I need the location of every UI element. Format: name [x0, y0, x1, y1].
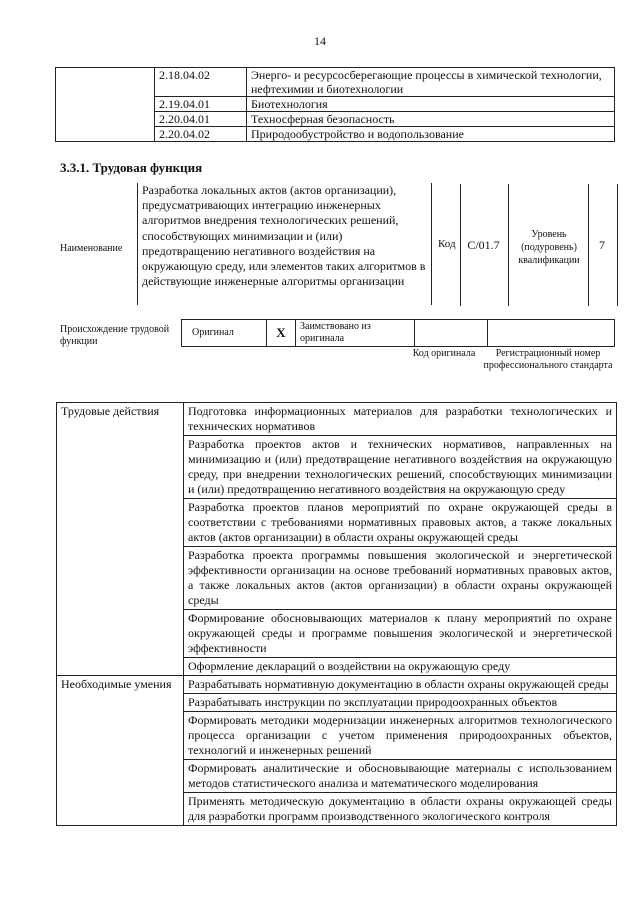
skill-item: Формировать методики модернизации инженерных алгоритмов технологического процесса организации с учетом применения природоохранных объектов, технологий и инженерных решений [184, 712, 617, 760]
reg-number-label: Регистрационный номер профессионального стандарта [483, 348, 613, 371]
original-mark: X [267, 320, 296, 347]
labor-actions-label: Трудовые действия [57, 403, 184, 676]
labor-action-item: Формирование обосновывающих материалов к плану мероприятий по охране окружающей среды и программе повышения экологической и энергетической эффективности [184, 610, 617, 658]
labor-action-item: Разработка проектов актов и технических нормативов, направленных на минимизацию и (или) предотвращение негативного воздействия на окружающую среду, при внедрении технологических решений, способствующих минимизации и (или) предотвращению негативного воздействия на окружающую среду [184, 436, 617, 499]
function-name: Разработка локальных актов (актов организации), предусматривающих интеграцию инженерных алгоритмов внедрения технологических решений, способствующих минимизации и (или) предотвращению негативного воздействия на окружающую среду, или элементов таких алгоритмов в действующие инженерные алгоритмы организации [137, 183, 432, 305]
origin-label: Происхождение трудовой функции [60, 324, 170, 347]
borrowed-label: Заимствовано из оригинала [296, 320, 415, 347]
skills-label: Необходимые умения [57, 676, 184, 826]
reg-number-cell [488, 320, 615, 347]
specialty-code: 2.19.04.01 [155, 97, 247, 112]
code-original-label: Код оригинала [412, 348, 476, 359]
table-row [56, 68, 615, 97]
labor-action-item: Оформление деклараций о воздействии на окружающую среду [184, 658, 617, 676]
level-label: Уровень (подуровень) квалификации [518, 229, 580, 266]
labor-action-item: Подготовка информационных материалов для разработки технологических и технических нормативов [184, 403, 617, 436]
function-details-table [56, 402, 617, 826]
specialty-code: 2.20.04.02 [155, 127, 247, 142]
labor-action-item: Разработка проектов планов мероприятий по охране окружающей среды в соответствии с требованиями нормативных правовых актов, а также локальных актов (актов организации) в области охраны окружающей среды [184, 499, 617, 547]
specialty-name: Энерго- и ресурсосберегающие процессы в химической технологии, нефтехимии и биотехнологии [247, 68, 615, 97]
section-heading: 3.3.1. Трудовая функция [60, 160, 203, 175]
skill-item: Разрабатывать нормативную документацию в области охраны окружающей среды [184, 676, 617, 694]
table-row [57, 403, 617, 436]
specialty-name: Биотехнология [247, 97, 615, 112]
level-value: 7 [599, 238, 605, 252]
specialty-name: Природообустройство и водопользование [247, 127, 615, 142]
page-number: 14 [314, 34, 326, 48]
specialty-code: 2.20.04.01 [155, 112, 247, 127]
code-value: С/01.7 [467, 238, 500, 252]
code-label: Код [438, 238, 456, 250]
specialties-table [55, 67, 615, 142]
original-label: Оригинал [182, 320, 267, 347]
table-row [57, 676, 617, 694]
origin-table [181, 319, 615, 347]
skill-item: Разрабатывать инструкции по эксплуатации природоохранных объектов [184, 694, 617, 712]
name-label: Наименование [60, 243, 123, 254]
skill-item: Применять методическую документацию в области охраны окружающей среды для разработки программ производственного экологического контроля [184, 793, 617, 826]
labor-action-item: Разработка проекта программы повышения экологической и энергетической эффективности организации на основе требований нормативных правовых актов, а также локальных актов (актов организации) в области охраны окружающей среды [184, 547, 617, 610]
specialty-code: 2.18.04.02 [155, 68, 247, 97]
skill-item: Формировать аналитические и обосновывающие материалы с использованием методов статистического анализа и математического моделирования [184, 760, 617, 793]
code-original-cell [415, 320, 488, 347]
empty-cell [56, 68, 155, 142]
specialty-name: Техносферная безопасность [247, 112, 615, 127]
